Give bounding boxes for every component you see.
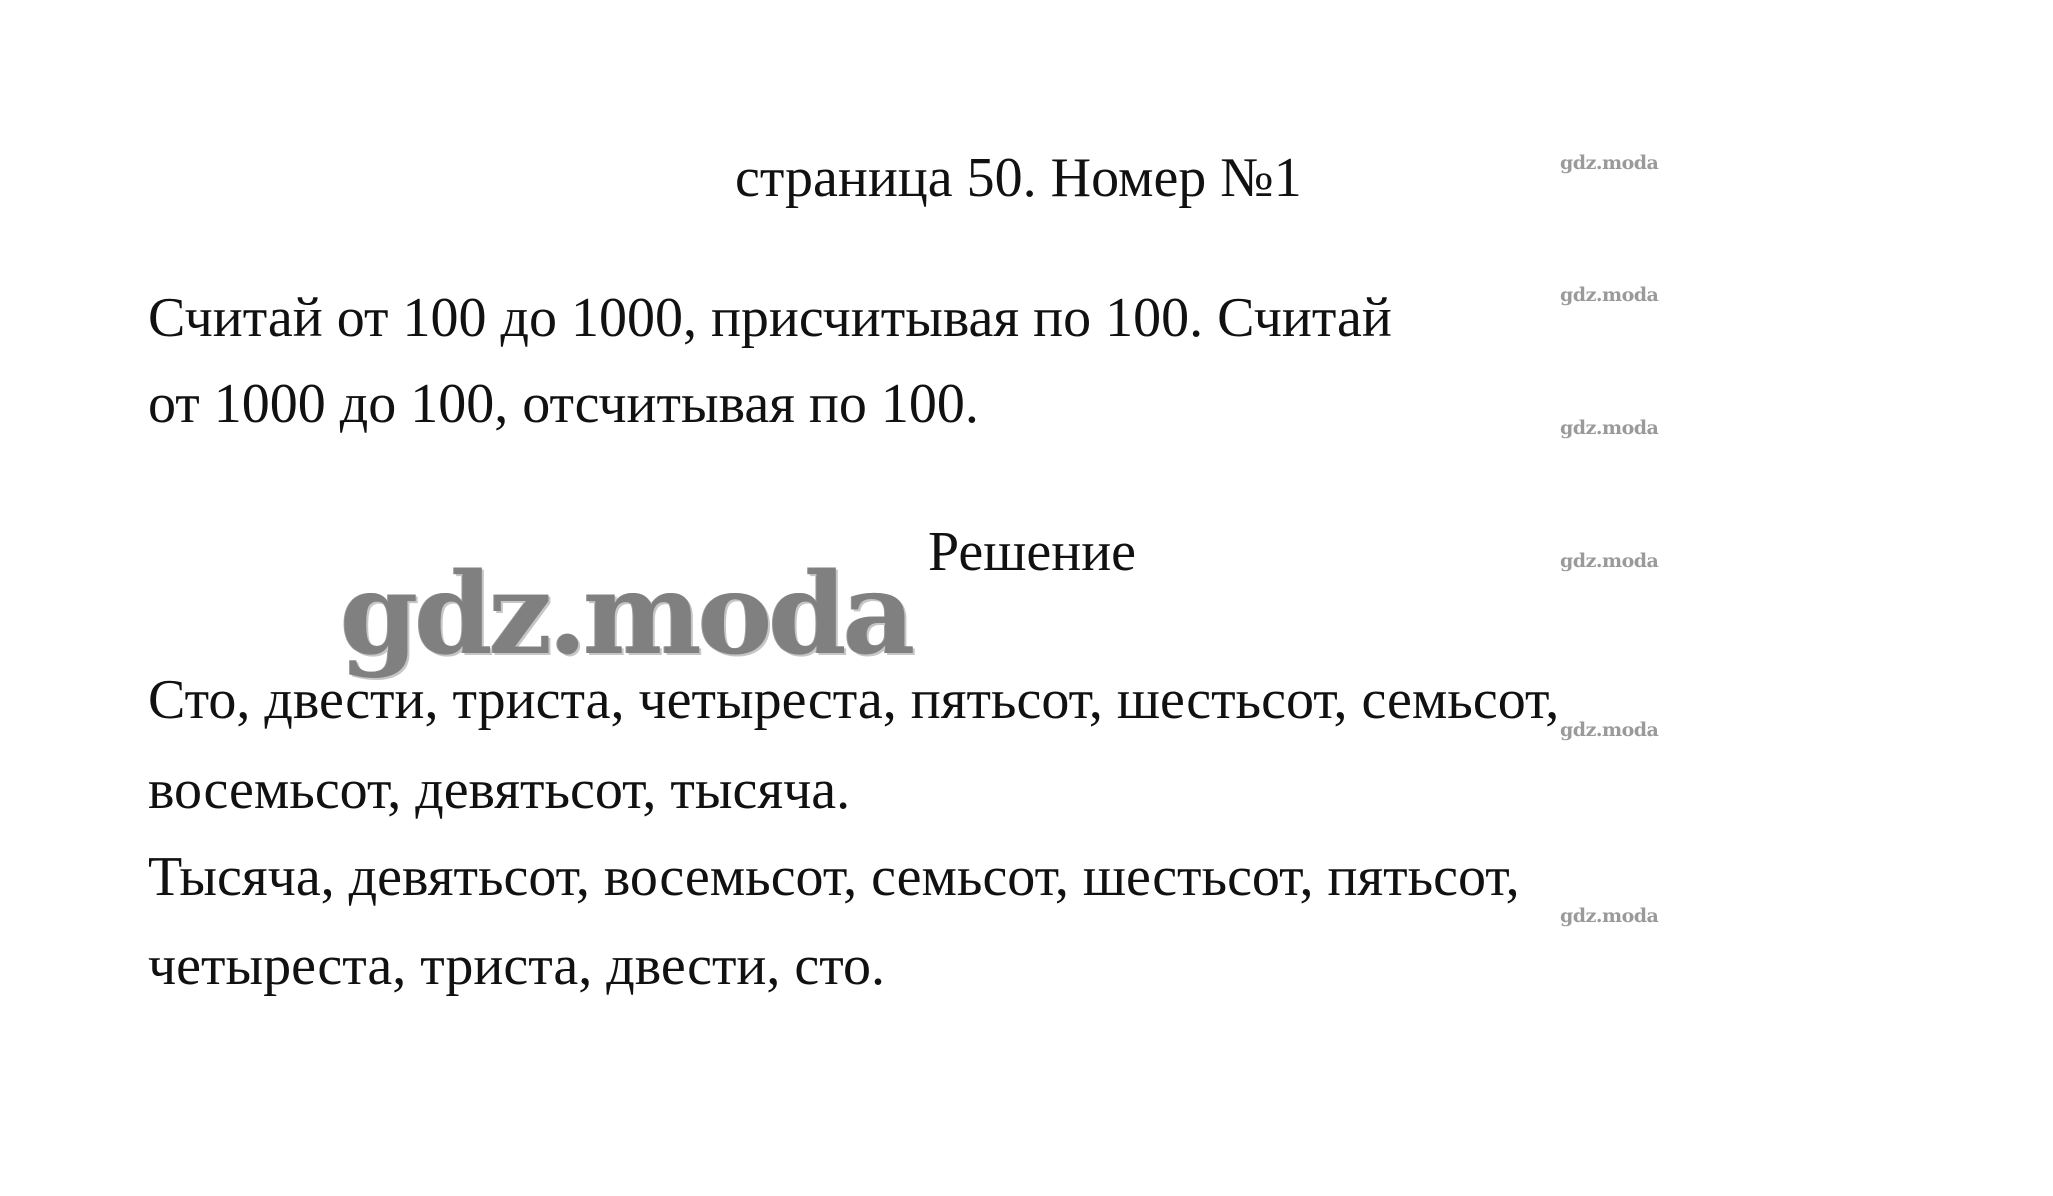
task-line-2: от 1000 до 100, отсчитывая по 100.: [148, 373, 979, 435]
watermark-small: gdz.moda: [1560, 152, 1659, 174]
answer-line-2: восемьсот, девятьсот, тысяча.: [148, 759, 851, 821]
answer-line-3: Тысяча, девятьсот, восемьсот, семьсот, шестьсот, пятьсот,: [148, 846, 1520, 908]
watermark-small: gdz.moda: [1560, 417, 1659, 439]
answer-line-4: четыреста, триста, двести, сто.: [148, 935, 885, 997]
page-title: страница 50. Номер №1: [735, 147, 1302, 209]
watermark-small: gdz.moda: [1560, 284, 1659, 306]
solution-heading: Решение: [928, 521, 1137, 583]
watermark-logo: gdz.moda: [340, 549, 912, 680]
answer-line-1: Сто, двести, триста, четыреста, пятьсот, шестьсот, семьсот,: [148, 669, 1560, 731]
watermark-small: gdz.moda: [1560, 905, 1659, 927]
watermark-small: gdz.moda: [1560, 719, 1659, 741]
watermark-small: gdz.moda: [1560, 550, 1659, 572]
task-line-1: Считай от 100 до 1000, присчитывая по 100. Считай: [148, 287, 1392, 349]
